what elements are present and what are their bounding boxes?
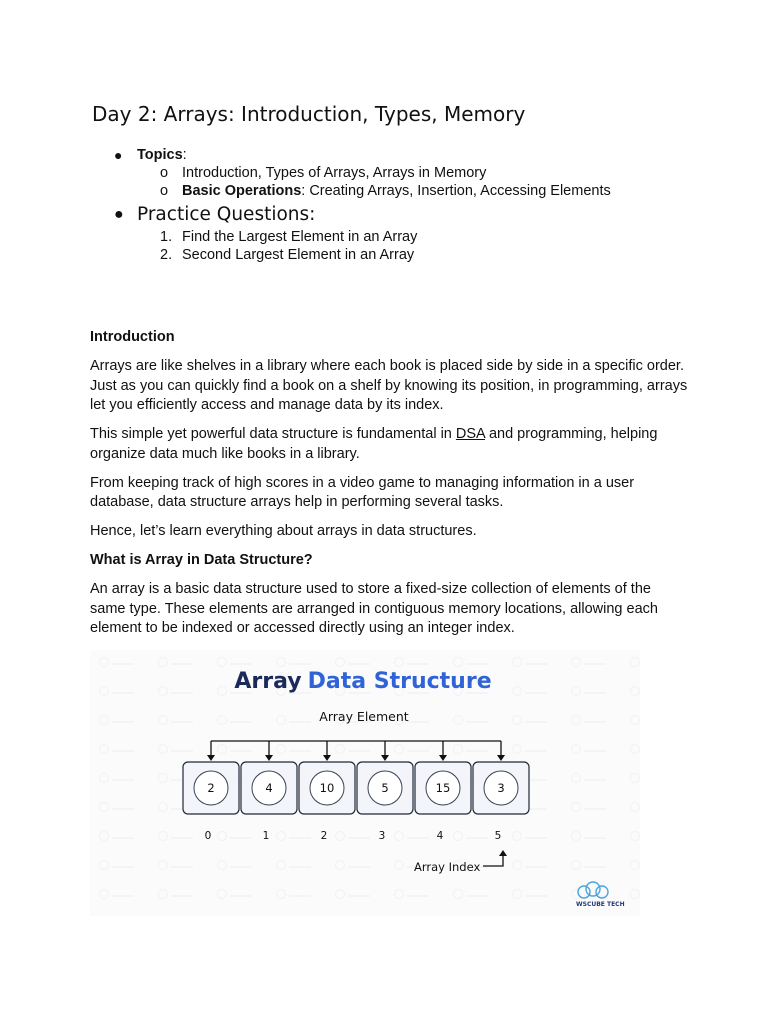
practice-question — [114, 246, 714, 264]
array-index-value: 2 — [320, 830, 328, 842]
array-diagram-svg — [90, 650, 640, 916]
topics-colon: : — [182, 147, 187, 163]
bullet-icon: ● — [114, 147, 123, 163]
circle-bullet-icon: o — [160, 183, 169, 199]
array-cell-value: 2 — [207, 781, 215, 795]
practice-question-text: Find the Largest Element in an Array — [182, 229, 418, 245]
dsa-link[interactable]: DSA — [455, 426, 485, 442]
array-index-value: 0 — [204, 830, 212, 842]
paragraph — [90, 425, 690, 464]
topic-subitem-text: : Creating Arrays, Insertion, Accessing Elements — [301, 183, 611, 199]
page-title: Day 2: Arrays: Introduction, Types, Memory — [92, 102, 526, 126]
array-element-label: Array Element — [319, 709, 409, 724]
array-index-value: 5 — [494, 830, 502, 842]
paragraph: Hence, let’s learn everything about arrays in data structures. — [90, 523, 477, 539]
array-cell-value: 10 — [319, 781, 335, 795]
topics-label: Topics — [137, 147, 183, 163]
topics-list — [114, 146, 714, 264]
array-cell-value: 3 — [497, 781, 505, 795]
array-index-value: 3 — [378, 830, 386, 842]
list-number: 1. — [160, 229, 173, 245]
practice-question — [114, 228, 714, 246]
array-index-value: 4 — [436, 830, 444, 842]
topics-item — [114, 146, 714, 164]
array-index-label: Array Index — [414, 860, 481, 874]
array-index-value: 1 — [262, 830, 270, 842]
paragraph-text: and programming, helping organize data much like books in a library. — [90, 426, 658, 462]
article-body — [90, 328, 690, 648]
section-heading: What is Array in Data Structure? — [90, 552, 313, 568]
topic-subitem — [114, 182, 714, 200]
topic-subitem-bold: Basic Operations — [182, 183, 302, 199]
practice-question-text: Second Largest Element in an Array — [182, 247, 415, 263]
paragraph-text: This simple yet powerful data structure is fundamental in — [90, 426, 456, 442]
circle-bullet-icon: o — [160, 165, 169, 181]
array-cell-value: 4 — [265, 781, 273, 795]
topic-subitem — [114, 164, 714, 182]
practice-item — [114, 202, 714, 228]
topic-subitem-text: Introduction, Types of Arrays, Arrays in Memory — [182, 165, 487, 181]
diagram-title-part2: Data Structure — [307, 669, 492, 694]
array-cell-value: 5 — [381, 781, 389, 795]
array-cell-value: 15 — [435, 781, 451, 795]
logo-text: WSCUBE TECH — [576, 901, 625, 908]
diagram-title — [234, 669, 491, 694]
paragraph: From keeping track of high scores in a video game to managing information in a user database, data structure arrays help in performing several tasks. — [90, 474, 635, 510]
bullet-icon: ● — [114, 206, 124, 223]
paragraph: An array is a basic data structure used to store a fixed-size collection of elements of the same type. These elements are arranged in contiguous memory locations, allowing each element to be indexed or accessed directly using an integer index. — [90, 581, 658, 636]
array-diagram — [90, 650, 640, 916]
paragraph: Arrays are like shelves in a library where each book is placed side by side in a specific order. Just as you can quickly find a book on a shelf by knowing its position, in programming, arrays let you efficiently access and manage data by its index. — [90, 358, 688, 413]
list-number: 2. — [160, 247, 173, 263]
practice-label: Practice Questions: — [137, 204, 316, 225]
diagram-title-part1: Array — [234, 669, 302, 694]
intro-heading: Introduction — [90, 329, 175, 345]
